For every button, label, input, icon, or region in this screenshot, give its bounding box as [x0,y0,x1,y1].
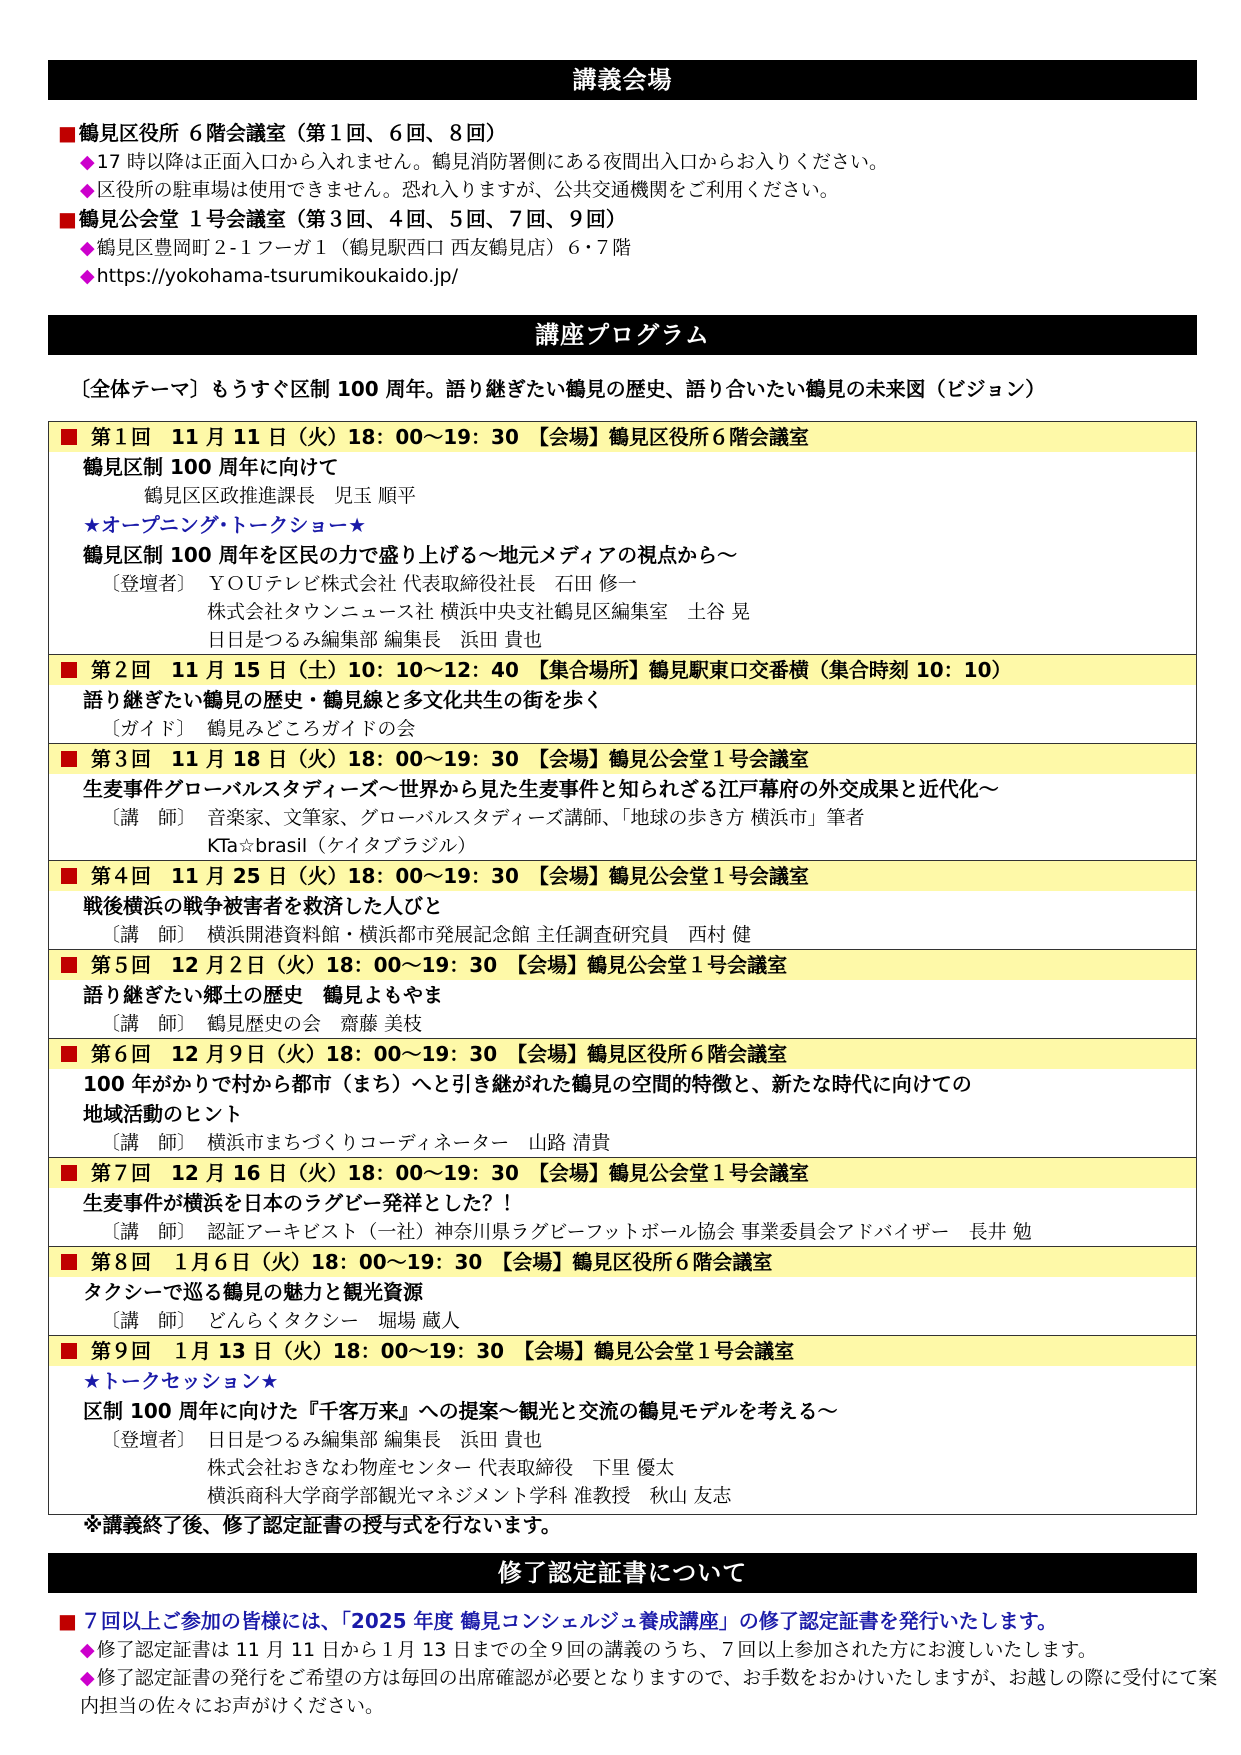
session-header-text: 第２回 11 月 15 日（土）10：10〜12：40 【集合場所】鶴見駅東口交番横（集合時刻 10：10） [91,658,1012,682]
session-header [49,744,1196,774]
session-title: 地域活動のヒント [83,1102,243,1126]
session-speaker-cont: 横浜商科大学商学部観光マネジメント学科 准教授 秋山 友志 [207,1485,732,1507]
certificate-headline: ■ ７回以上ご参加の皆様には、「2025 年度 鶴見コンシェルジュ養成講座」の修了認定証書を発行いたします。 [58,1609,1058,1633]
speaker-name: 横浜市まちづくりコーディネーター 山路 清貴 [207,1132,611,1154]
session-speaker [49,1218,1196,1246]
speaker-name: 鶴見みどころガイドの会 [207,718,416,740]
red-square-icon [61,662,77,678]
session-header-text: 第７回 12 月 16 日（火）18：00〜19：30 【会場】鶴見公会堂１号会議室 [91,1161,809,1185]
session-special-label: ★オープニング･トークショー★ [83,513,367,537]
session-speaker [49,1129,1196,1157]
diamond-bullet-icon: ◆ [80,1639,95,1661]
overall-theme: 〔全体テーマ〕もうすぐ区制 100 周年。語り継ぎたい鶴見の歴史、語り合いたい鶴見の未来図（ビジョン） [70,377,1046,401]
venue-2-url[interactable] [58,262,1208,290]
session-6 [49,1039,1196,1158]
venue-2-name: ■ 鶴見公会堂 １号会議室（第３回、４回、５回、７回、９回） [58,207,626,231]
venue-1-note-1: ◆ 17 時以降は正面入口から入れません。鶴見消防署側にある夜間出入口からお入りください。 [80,151,888,173]
session-title: 生麦事件が横浜を日本のラグビー発祥とした？！ [83,1191,523,1215]
session-speaker [49,921,1196,949]
diamond-bullet-icon: ◆ [80,237,95,259]
speaker-role: 〔登壇者〕 [101,573,197,595]
session-header [49,950,1196,980]
diamond-bullet-icon: ◆ [80,1667,95,1689]
session-speaker-cont: 日日是つるみ編集部 編集長 浜田 貴也 [207,629,543,651]
session-3 [49,744,1196,861]
session-presenter: 鶴見区区政推進課長 児玉 順平 [125,485,417,507]
red-square-icon [61,1046,77,1062]
speaker-role: 〔講 師〕 [101,924,197,946]
session-title: 鶴見区制 100 周年を区民の力で盛り上げる〜地元メディアの視点から〜 [83,543,738,567]
speaker-role: 〔講 師〕 [101,1310,197,1332]
session-title: 戦後横浜の戦争被害者を救済した人びと [83,894,443,918]
certificate-info [58,1606,1218,1720]
session-speaker [49,804,1196,832]
session-title: 鶴見区制 100 周年に向けて [83,455,339,479]
red-square-icon [61,751,77,767]
speaker-name: 認証アーキビスト（一社）神奈川県ラグビーフットボール協会 事業委員会アドバイザー 長井 勉 [207,1221,1032,1243]
venue-list [58,118,1208,290]
speaker-name: 日日是つるみ編集部 編集長 浜田 貴也 [207,1429,543,1451]
session-1 [49,422,1196,655]
session-header [49,1158,1196,1188]
session-7 [49,1158,1196,1247]
session-header-text: 第６回 12 月９日（火）18：00〜19：30 【会場】鶴見区役所６階会議室 [91,1042,788,1066]
diamond-bullet-icon: ◆ [80,179,95,201]
speaker-role: 〔講 師〕 [101,1221,197,1243]
venue-2-address: ◆ 鶴見区豊岡町２-１フーガ１（鶴見駅西口 西友鶴見店）６･７階 [80,237,632,259]
section-certificate-title: 修了認定証書について [48,1553,1197,1593]
red-square-icon [61,1254,77,1270]
section-program-title: 講座プログラム [48,315,1197,355]
session-speaker [49,1426,1196,1454]
speaker-role: 〔講 師〕 [101,807,197,829]
red-square-icon [61,868,77,884]
session-speaker [49,715,1196,743]
session-speaker-cont: 株式会社おきなわ物産センター 代表取締役 下里 優太 [207,1457,675,1479]
session-speaker-cont: KTa☆brasil（ケイタブラジル） [207,835,477,857]
certificate-note-2: ◆ 修了認定証書の発行をご希望の方は毎回の出席確認が必要となりますので、お手数をおかけいたしますが、お越しの際に受付にて案内担当の佐々にお声がけください。 [80,1667,1218,1717]
certificate-note-1: ◆ 修了認定証書は 11 月 11 日から１月 13 日までの全９回の講義のうち、７回以上参加された方にお渡しいたします。 [80,1639,1097,1661]
square-marker-icon: ■ [58,1609,77,1633]
red-square-icon [61,429,77,445]
red-square-icon [61,1343,77,1359]
session-speaker [49,1307,1196,1335]
session-header-text: 第９回 １月 13 日（火）18：00〜19：30 【会場】鶴見公会堂１号会議室 [91,1339,795,1363]
session-title: 区制 100 周年に向けた『千客万来』への提案〜観光と交流の鶴見モデルを考える〜 [83,1399,838,1423]
session-title: 語り継ぎたい郷土の歴史 鶴見よもやま [83,983,443,1007]
speaker-name: ＹＯＵテレビ株式会社 代表取締役社長 石田 修一 [207,573,637,595]
session-speaker-cont: 株式会社タウンニュース社 横浜中央支社鶴見区編集室 土谷 晃 [207,601,751,623]
speaker-role: 〔講 師〕 [101,1013,197,1035]
session-title: 生麦事件グローバルスタディーズ〜世界から見た生麦事件と知られざる江戸幕府の外交成果と近代化〜 [83,777,999,801]
session-header-text: 第５回 12 月２日（火）18：00〜19：30 【会場】鶴見公会堂１号会議室 [91,953,788,977]
red-square-icon [61,957,77,973]
diamond-bullet-icon: ◆ [80,265,95,287]
session-header [49,1039,1196,1069]
diamond-bullet-icon: ◆ [80,151,95,173]
session-speaker [49,1010,1196,1038]
speaker-name: 音楽家、文筆家、グローバルスタディーズ講師、「地球の歩き方 横浜市」筆者 [207,807,865,829]
venue-2-link[interactable]: https://yokohama-tsurumikoukaido.jp/ [96,265,458,287]
speaker-name: どんらくタクシー 堀場 蔵人 [207,1310,461,1332]
session-9 [49,1336,1196,1540]
session-header-text: 第４回 11 月 25 日（火）18：00〜19：30 【会場】鶴見公会堂１号会議室 [91,864,809,888]
program-table [48,421,1197,1537]
session-special-label: ★トークセッション★ [83,1369,279,1393]
session-header-text: 第３回 11 月 18 日（火）18：00〜19：30 【会場】鶴見公会堂１号会議室 [91,747,809,771]
session-note: ※講義終了後、修了認定証書の授与式を行ないます。 [83,1513,561,1537]
session-speaker [49,570,1196,598]
session-header [49,1336,1196,1366]
session-4 [49,861,1196,950]
venue-1-note-2: ◆ 区役所の駐車場は使用できません。恐れ入りますが、公共交通機関をご利用ください。 [80,179,839,201]
session-5 [49,950,1196,1039]
session-title: 100 年がかりで村から都市（まち）へと引き継がれた鶴見の空間的特徴と、新たな時代に向けての [83,1072,972,1096]
speaker-role: 〔登壇者〕 [101,1429,197,1451]
section-venue-title: 講義会場 [48,60,1197,100]
session-header [49,1247,1196,1277]
speaker-name: 鶴見歴史の会 齋藤 美枝 [207,1013,423,1035]
session-title: タクシーで巡る鶴見の魅力と観光資源 [83,1280,423,1304]
red-square-icon [61,1165,77,1181]
speaker-name: 横浜開港資料館・横浜都市発展記念館 主任調査研究員 西村 健 [207,924,752,946]
session-header [49,861,1196,891]
session-2 [49,655,1196,744]
square-marker-icon: ■ [58,207,77,231]
speaker-role: 〔ガイド〕 [101,718,196,740]
square-marker-icon: ■ [58,121,77,145]
venue-1-name: ■ 鶴見区役所 ６階会議室（第１回、６回、８回） [58,121,506,145]
speaker-role: 〔講 師〕 [101,1132,197,1154]
session-title: 語り継ぎたい鶴見の歴史・鶴見線と多文化共生の街を歩く [83,688,603,712]
session-8 [49,1247,1196,1336]
session-header [49,655,1196,685]
session-header [49,422,1196,452]
session-header-text: 第１回 11 月 11 日（火）18：00〜19：30 【会場】鶴見区役所６階会議室 [91,425,809,449]
session-header-text: 第８回 １月６日（火）18：00〜19：30 【会場】鶴見区役所６階会議室 [91,1250,773,1274]
